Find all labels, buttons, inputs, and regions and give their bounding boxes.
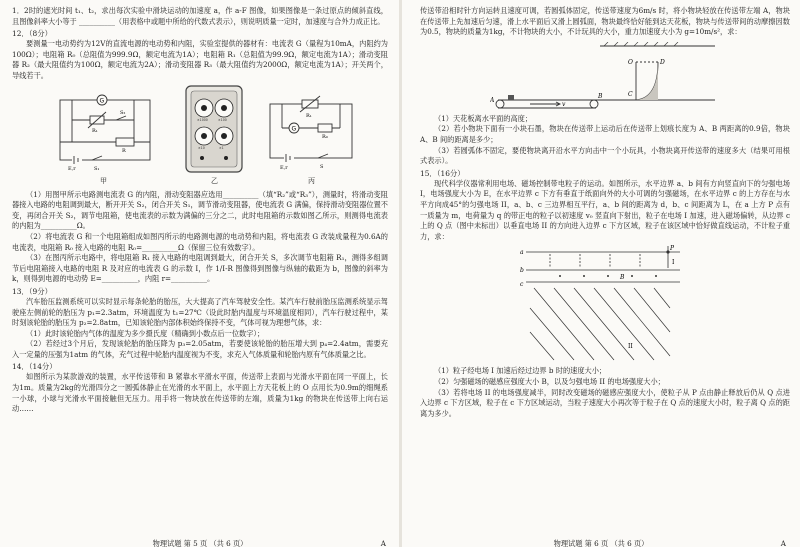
- label-c: c: [520, 281, 524, 289]
- q15-intro: 现代科学仪器常利用电场、磁场控制带电粒子的运动。如图所示，水平边界 a、b 间有方向竖直向下的匀强电场 I，电场强度大小为 E，在水平边界 c 下方有垂直于纸面向外的大小可调的匀强磁场，在水平边界 c 的上方存在与水平方向成45°的匀强电场 II，a、b、c 三边界相互平行，a、b 间的距离为 d，b、c 间距离为 L，在 a 上方 P 点有一质量为 m，电荷量为 q 的带正电的粒子以初速度 v₀ 竖直向下射出，粒子在电场 I 加速，进入磁场偏转，从边界 c 上的 Q 点（图中未标出）以垂直电场 II 的方向进入边界 c 下方区域，粒子在该区域中恰好做直线运动，不计粒子重力，求：: [420, 178, 790, 241]
- q14-sub3: （3）若圆弧体不固定，要使物块离开沿水平方向击中一个小玩具，小物块离开传送带的速度多大（结果可用根式表示）。: [420, 145, 790, 166]
- svg-text:R₁: R₁: [92, 127, 98, 134]
- circuit-bing: [262, 94, 362, 172]
- q13-sub1: （1）此时该轮胎内气体的温度为多少摄氏度（精确到小数点后一位数字）；: [26, 328, 265, 338]
- label-O: O: [628, 58, 633, 66]
- label-D: D: [660, 58, 665, 66]
- q12-part1: （1）用图甲所示电路测电流表 G 的内阻，滑动变阻器应选用__________（填“R₂”或“R₃”），测量时，将滑动变阻器接入电路的电阻调到最大，断开开关 S₂，闭合开关 S₁，调节滑动变阻器，使电流表 G 满偏，保持滑动变阻器位置不变，再闭合开关 S₂，调节电阻箱，使电流表的示数为满偏的三分之二，此时电阻箱的示数如图乙所示，则测得电流表的内阻为__________Ω。: [12, 189, 388, 231]
- q12-part3: （3）在图丙所示电路中，将电阻箱 R₁ 接入电路的电阻调到最大，闭合开关 S，多次调节电阻箱 R₁，测得多组调节后电阻箱接入电路的电阻 R 及对应的电流表 G 的示数 I，作 1/I-R 图像得到图像与纵轴的截距为 b，图像的斜率为 k，则得到电源的电动势 E=__________，内阻 r=__________。: [12, 253, 388, 284]
- label-P: P: [670, 245, 675, 253]
- q15-heading: 15．（16分）: [420, 168, 465, 178]
- field-figure: [520, 244, 690, 364]
- q14-heading: 14．（14分）: [12, 362, 57, 372]
- q15-sub2: （2）匀强磁场的磁感应强度大小 B，以及匀强电场 II 的电场强度大小；: [434, 376, 665, 386]
- q15-sub3: （3）若将电场 II 的电场强度减半，同时改变磁场的磁感应强度大小，使粒子从 P 点由静止释放后仍从 Q 点进入边界 c 下方区域，粒子在 c 下方区域运动，当粒子速度大小再次等于粒子在 Q 点的速度大小时，粒子离 Q 点的距离为多少。: [420, 387, 790, 418]
- figure-label-bing: 丙: [308, 176, 315, 185]
- svg-text:G: G: [291, 125, 297, 133]
- conveyor-figure: [490, 42, 720, 112]
- svg-text:R: R: [122, 147, 126, 154]
- svg-text:E,r: E,r: [280, 164, 288, 171]
- figure-label-jia: 甲: [100, 176, 107, 185]
- q12-figures: [12, 84, 388, 188]
- page-6: [402, 0, 800, 547]
- label-I: I: [672, 259, 675, 267]
- svg-text:S: S: [320, 163, 324, 170]
- paper-version: A: [380, 539, 386, 547]
- q12-part2: （2）将电流表 G 和一个电阻箱组成如图丙所示的电路测电源的电动势和内阻，将电流表 G 改装成量程为0.6A的电流表，电阻箱 R₀ 接入电路的电阻 R₀=__________Ω（保留三位有效数字）。: [12, 231, 388, 252]
- q14-continued: 传送带沿相时针方向运转且速度可调，若圆弧体固定，传送带速度为6m/s 时，将小物块轻放在传送带左端 A，物块在传送带上先加速后匀速，滑上水平面后又滑上圆弧面，物块最终恰好能到达天花板，物块与传送带间的动摩擦因数为0.5，物块的质量为1kg，不计物块的大小，不计玩具的大小，重力加速度大小为 g=10m/s²，求：: [420, 6, 790, 37]
- q14-sub1: （1）天花板离水平面的高度；: [434, 113, 533, 123]
- label-b: b: [520, 267, 524, 275]
- q14-intro: 如图所示为某款游戏的装置，水平传送带和 B 紧靠水平滑水平面，传送带上表面与光滑水平面在同一平面上，长为1m。质量为2kg的光滑四分之一圆弧体静止在光滑的水平面上，水平面上方天花板上的 O 点用长为0.9m的细绳系一小球，小球与光滑水平面接触但无压力。用手将一物块放在传送带的左端，质量为1kg 的物块在传送带上向右运动……: [12, 372, 388, 414]
- label-v: v: [562, 100, 566, 108]
- q13-sub2: （2）若经过3个月后，发现该轮胎的胎压降为 p₃=2.05atm，若要使该轮胎的胎压增大到 p₄=2.4atm，需要充入一定量的压强为1atm 的气体，充气过程中轮胎内温度视为不变，求充入气体质量和轮胎内原有气体质量之比。: [12, 339, 388, 359]
- label-B: B: [598, 92, 603, 100]
- svg-text:E,r: E,r: [68, 165, 76, 172]
- page-number: 物理试题 第 6 页 （共 6 页）: [553, 539, 649, 547]
- svg-text:S₂: S₂: [120, 109, 126, 116]
- figure-label-yi: 乙: [211, 176, 218, 185]
- circuit-jia: [52, 86, 162, 172]
- svg-text:×1000: ×1000: [197, 117, 208, 122]
- q13-heading: 13．（9分）: [12, 286, 52, 296]
- q15-sub1: （1）粒子经电场 I 加速后经过边界 b 时的速度大小；: [434, 366, 607, 376]
- q13-intro: 汽车胎压监测系统可以实时显示每条轮胎的胎压，大大提高了汽车驾驶安全性。某汽车行驶前胎压监测系统显示驾驶座左侧前轮的胎压为 p₁=2.3atm，环境温度为 t₁=27℃（设此时胎内温度与环境温度相同），汽车行驶过程中，某时刻该轮胎的胎压为 p₂=2.8atm，已知该轮胎内部体积始终保持不变，气体可视为理想气体，求：: [12, 296, 388, 328]
- svg-text:R₁: R₁: [306, 112, 312, 119]
- paper-version: A: [780, 539, 786, 547]
- label-A: A: [490, 96, 495, 104]
- svg-text:×10: ×10: [198, 145, 205, 150]
- q14-sub2: （2）若小物块下面有一小块石墨，物块在传送带上运动后在传送带上划痕长度为 A、B 两距离的0.9倍，物块 A、B 间的距离是多少；: [420, 124, 790, 144]
- q12-intro: 要测量一电动势约为12V的直流电源的电动势和内阻，实验室提供的器材有：电流表 G（量程为10mA，内阻约为100Ω）；电阻箱 R₀（总阻值为999.9Ω，额定电流为1A）；电阻箱 R₁（总阻值为99.9Ω，额定电流为1A）；滑动变阻器 R₂（最大阻值约为100Ω，额定电流为2A）；滑动变阻器 R₃（最大阻值约为2000Ω，额定电流为1A）；开关两个，导线若干。: [12, 39, 388, 80]
- label-B-field: B: [620, 274, 625, 282]
- page-number: 物理试题 第 5 页 （共 6 页）: [152, 539, 248, 547]
- label-C: C: [628, 90, 633, 98]
- label-II: II: [628, 343, 633, 351]
- resistance-box-yi: [184, 84, 244, 174]
- label-a: a: [520, 249, 524, 257]
- svg-text:G: G: [99, 97, 105, 105]
- svg-text:S₁: S₁: [94, 165, 100, 172]
- q11-end-text: 1．2时的遮光时间 t₁、t₂，求出每次实验中滑块运动的加速度 a，作 a-F 图像，如果图像是一条过原点的倾斜直线，且图像斜率大小等于 __________（用表格中或题中所给的代数式表示），则说明质量一定时，加速度与合外力成正比。: [12, 6, 388, 26]
- q12-heading: 12．（8分）: [12, 29, 52, 39]
- svg-text:×1: ×1: [219, 145, 224, 150]
- svg-text:R₀: R₀: [322, 133, 328, 140]
- svg-text:×100: ×100: [218, 117, 227, 122]
